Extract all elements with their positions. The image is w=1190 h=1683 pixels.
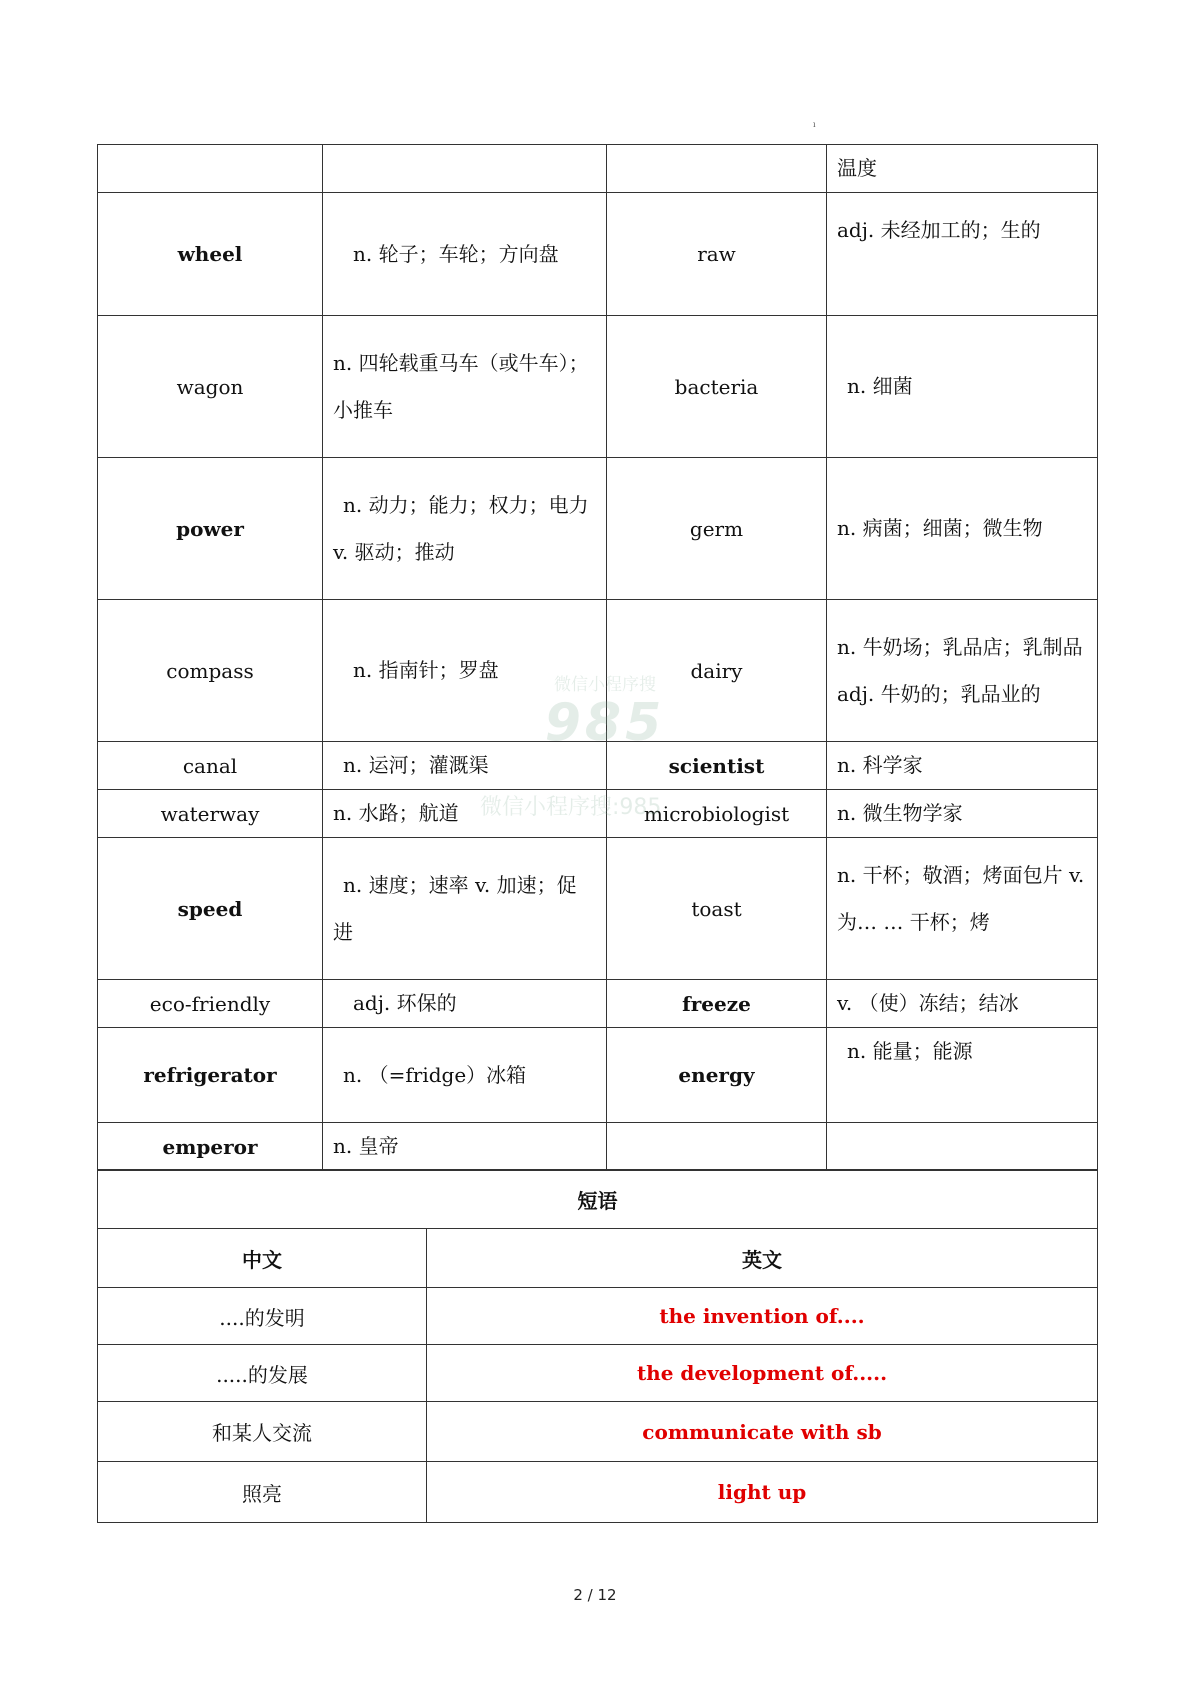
vocab-row bbox=[98, 980, 1098, 1028]
definition-cell: n. 干杯；敬酒；烤面包片 v. 为… … 干杯；烤 bbox=[827, 838, 1098, 980]
word-cell: eco-friendly bbox=[98, 980, 323, 1028]
definition-cell: n. 能量；能源 bbox=[827, 1028, 1098, 1123]
phrase-chinese: 和某人交流 bbox=[98, 1402, 427, 1462]
word-cell: freeze bbox=[607, 980, 827, 1028]
word-cell: energy bbox=[607, 1028, 827, 1123]
definition-cell: adj. 未经加工的；生的 bbox=[827, 193, 1098, 316]
word-cell bbox=[98, 145, 323, 193]
vocab-row-continued bbox=[98, 145, 1098, 193]
word-cell: canal bbox=[98, 742, 323, 790]
vocab-row bbox=[98, 742, 1098, 790]
definition-cell: n. 牛奶场；乳品店；乳制品 adj. 牛奶的；乳品业的 bbox=[827, 600, 1098, 742]
definition-cell bbox=[323, 145, 607, 193]
definition-cell: n. 动力；能力；权力；电力 v. 驱动；推动 bbox=[323, 458, 607, 600]
vocab-row bbox=[98, 193, 1098, 316]
definition-cell: n. 科学家 bbox=[827, 742, 1098, 790]
definition-cell: n. 水路；航道 bbox=[323, 790, 607, 838]
watermark-logo: 985 bbox=[544, 693, 666, 753]
definition-cell: n. 速度；速率 v. 加速；促 进 bbox=[323, 838, 607, 980]
word-cell: scientist bbox=[607, 742, 827, 790]
definition-cell: n. 四轮载重马车（或牛车）； 小推车 bbox=[323, 316, 607, 458]
word-cell: power bbox=[98, 458, 323, 600]
vocab-row bbox=[98, 600, 1098, 742]
word-cell: bacteria bbox=[607, 316, 827, 458]
word-cell bbox=[607, 145, 827, 193]
word-cell: toast bbox=[607, 838, 827, 980]
phrases-title: 短语 bbox=[98, 1170, 1098, 1229]
vocab-row bbox=[98, 838, 1098, 980]
word-cell: compass bbox=[98, 600, 323, 742]
phrase-chinese: .....的发展 bbox=[98, 1345, 427, 1402]
phrase-english: communicate with sb bbox=[427, 1402, 1098, 1462]
definition-cell: n. 轮子；车轮；方向盘 bbox=[323, 193, 607, 316]
word-cell: microbiologist bbox=[607, 790, 827, 838]
phrase-chinese: ....的发明 bbox=[98, 1288, 427, 1345]
vocab-row bbox=[98, 458, 1098, 600]
word-cell: wagon bbox=[98, 316, 323, 458]
definition-cell: v. （使）冻结；结冰 bbox=[827, 980, 1098, 1028]
word-cell: emperor bbox=[98, 1123, 323, 1171]
definition-cell: n. 微生物学家 bbox=[827, 790, 1098, 838]
header-english: 英文 bbox=[427, 1229, 1098, 1288]
definition-cell: n. 运河；灌溉渠 bbox=[323, 742, 607, 790]
watermark-line: 微信小程序搜 bbox=[554, 675, 656, 695]
definition-cell: n. 指南针；罗盘 bbox=[323, 600, 607, 742]
vocab-row bbox=[98, 316, 1098, 458]
phrases-table bbox=[97, 1169, 1098, 1523]
phrase-row bbox=[98, 1402, 1098, 1462]
watermark-line: 微信小程序搜:985 bbox=[480, 795, 662, 820]
definition-cell: n. 病菌；细菌；微生物 bbox=[827, 458, 1098, 600]
definition-cell: n. 细菌 bbox=[827, 316, 1098, 458]
word-cell bbox=[607, 1123, 827, 1171]
word-cell: refrigerator bbox=[98, 1028, 323, 1123]
phrase-row bbox=[98, 1288, 1098, 1345]
definition-cell: 温度 bbox=[827, 145, 1098, 193]
vocab-row bbox=[98, 790, 1098, 838]
phrase-row bbox=[98, 1345, 1098, 1402]
header-chinese: 中文 bbox=[98, 1229, 427, 1288]
phrase-english: the invention of.... bbox=[427, 1288, 1098, 1345]
vocab-row bbox=[98, 1123, 1098, 1171]
vocab-row bbox=[98, 1028, 1098, 1123]
phrase-row bbox=[98, 1462, 1098, 1523]
definition-cell: n. （=fridge）冰箱 bbox=[323, 1028, 607, 1123]
page-number: 2 / 12 bbox=[573, 1586, 617, 1604]
word-cell: dairy bbox=[607, 600, 827, 742]
page-tick-mark: ı bbox=[813, 120, 816, 129]
word-cell: raw bbox=[607, 193, 827, 316]
word-cell: germ bbox=[607, 458, 827, 600]
word-cell: waterway bbox=[98, 790, 323, 838]
vocabulary-table bbox=[97, 144, 1098, 1171]
word-cell: speed bbox=[98, 838, 323, 980]
phrase-chinese: 照亮 bbox=[98, 1462, 427, 1523]
word-cell: wheel bbox=[98, 193, 323, 316]
definition-cell bbox=[827, 1123, 1098, 1171]
definition-cell: n. 皇帝 bbox=[323, 1123, 607, 1171]
phrase-english: the development of..... bbox=[427, 1345, 1098, 1402]
phrase-english: light up bbox=[427, 1462, 1098, 1523]
definition-cell: adj. 环保的 bbox=[323, 980, 607, 1028]
